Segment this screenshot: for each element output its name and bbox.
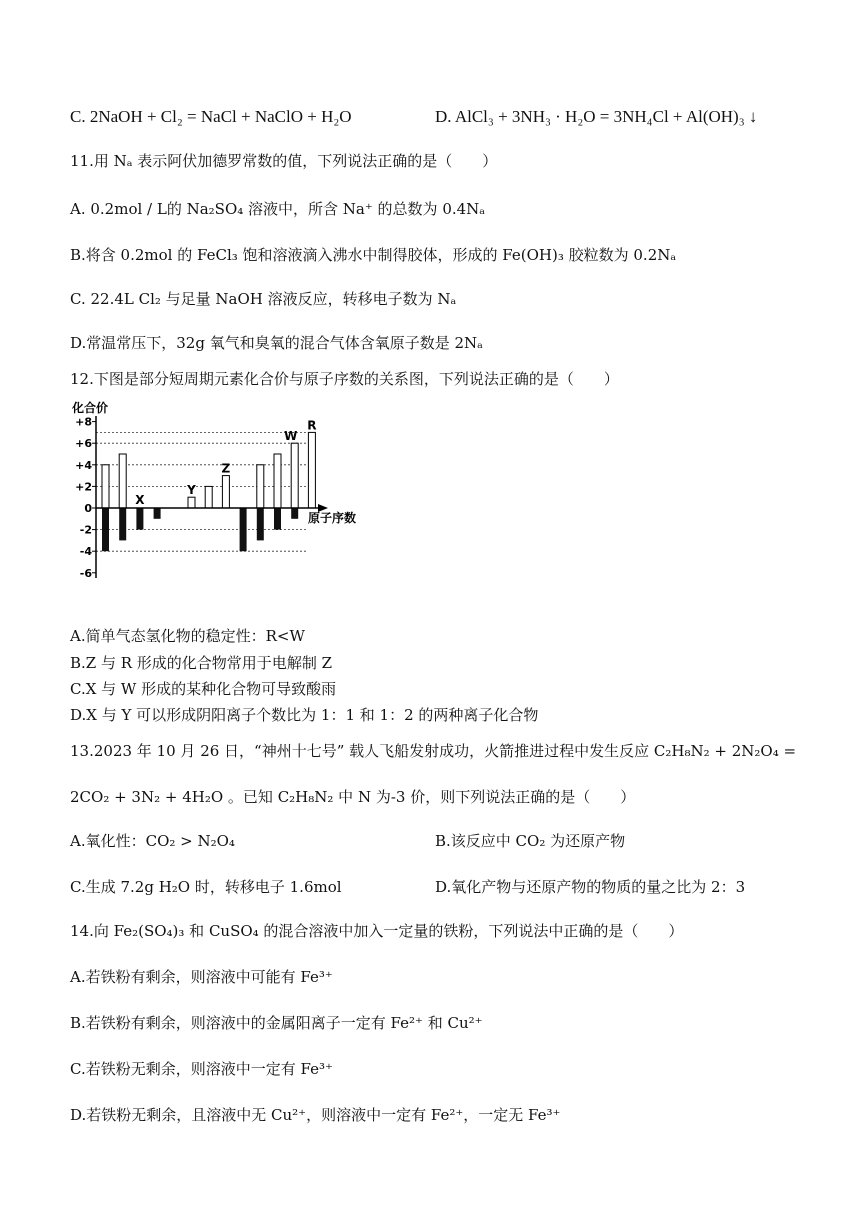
positive-valence-bar — [119, 454, 126, 508]
q11-option-c: C. 22.4L Cl₂ 与足量 NaOH 溶液反应，转移电子数为 Nₐ — [70, 290, 457, 308]
positive-valence-bar — [102, 465, 109, 508]
y-tick-label: -4 — [79, 545, 92, 559]
q14-option-a: A.若铁粉有剩余，则溶液中可能有 Fe³⁺ — [70, 968, 333, 986]
q10-option-d-formula: AlCl₃ + 3NH₃ · H₂O = 3NH₄Cl + Al(OH)₃ ↓ — [454, 107, 758, 126]
chart-xlabel: 原子序数 — [308, 511, 357, 525]
q13-option-c: C.生成 7.2g H₂O 时，转移电子 1.6mol — [70, 878, 342, 896]
q12-option-b: B.Z 与 R 形成的化合物常用于电解制 Z — [70, 654, 333, 672]
q12-stem: 12.下图是部分短周期元素化合价与原子序数的关系图，下列说法正确的是（ ） — [70, 370, 619, 388]
q11-option-b: B.将含 0.2mol 的 FeCl₃ 饱和溶液滴入沸水中制得胶体，形成的 Fe(OH)₃ 胶粒数为 0.2Nₐ — [70, 246, 677, 264]
negative-valence-bar — [291, 508, 298, 519]
y-tick-label: 0 — [84, 502, 92, 515]
negative-valence-bar — [154, 508, 161, 519]
y-tick-label: +2 — [75, 480, 92, 494]
q11-option-d: D.常温常压下，32g 氧气和臭氧的混合气体含氧原子数是 2Nₐ — [70, 334, 483, 352]
y-tick-label: +4 — [75, 458, 92, 472]
q10-option-d-label: D. — [435, 107, 452, 126]
negative-valence-bar — [102, 508, 109, 551]
valence-chart — [66, 400, 357, 588]
negative-valence-bar — [240, 508, 247, 551]
y-tick-label: -2 — [79, 523, 92, 537]
q13-option-a: A.氧化性：CO₂ > N₂O₄ — [70, 832, 235, 850]
q10-option-c — [70, 106, 352, 128]
y-tick-label: -6 — [79, 566, 92, 580]
chart-ylabel: 化合价 — [72, 401, 109, 415]
q13-stem-line2: 2CO₂ + 3N₂ + 4H₂O 。已知 C₂H₈N₂ 中 N 为-3 价，则下列说法正确的是（ ） — [70, 788, 636, 806]
q12-option-d: D.X 与 Y 可以形成阴阳离子个数比为 1：1 和 1：2 的两种离子化合物 — [70, 706, 539, 724]
positive-valence-bar — [308, 432, 315, 508]
q13-option-b: B.该反应中 CO₂ 为还原产物 — [435, 832, 626, 850]
q14-option-b: B.若铁粉有剩余，则溶液中的金属阳离子一定有 Fe²⁺ 和 Cu²⁺ — [70, 1014, 483, 1032]
q14-stem: 14.向 Fe₂(SO₄)₃ 和 CuSO₄ 的混合溶液中加入一定量的铁粉，下列说法中正确的是（ ） — [70, 922, 684, 940]
positive-valence-bar — [205, 486, 212, 508]
positive-valence-bar — [257, 465, 264, 508]
negative-valence-bar — [274, 508, 281, 530]
q13-stem-line1: 13.2023 年 10 月 26 日，“神州十七号” 载人飞船发射成功，火箭推进过程中发生反应 C₂H₈N₂ + 2N₂O₄ = — [70, 742, 797, 760]
y-tick-label: +6 — [75, 437, 92, 451]
q10-option-c-formula: 2NaOH + Cl₂ = NaCl + NaClO + H₂O — [89, 107, 352, 126]
q14-option-d: D.若铁粉无剩余，且溶液中无 Cu²⁺，则溶液中一定有 Fe²⁺，一定无 Fe³⁺ — [70, 1106, 561, 1124]
negative-valence-bar — [136, 508, 143, 530]
q12-option-c: C.X 与 W 形成的某种化合物可导致酸雨 — [70, 680, 337, 698]
positive-valence-bar — [222, 476, 229, 508]
element-label-Z: Z — [221, 461, 231, 476]
positive-valence-bar — [291, 443, 298, 508]
element-label-R: R — [307, 418, 317, 433]
q13-option-d: D.氧化产物与还原产物的物质的量之比为 2：3 — [435, 878, 746, 896]
y-tick-label: +8 — [75, 415, 92, 429]
q11-option-a: A. 0.2mol / L的 Na₂SO₄ 溶液中，所含 Na⁺ 的总数为 0.4Nₐ — [70, 200, 486, 218]
element-label-Y: Y — [187, 483, 196, 498]
element-label-W: W — [284, 429, 298, 444]
q14-option-c: C.若铁粉无剩余，则溶液中一定有 Fe³⁺ — [70, 1060, 333, 1078]
positive-valence-bar — [274, 454, 281, 508]
q12-option-a: A.简单气态氢化物的稳定性：R<W — [70, 627, 305, 645]
q10-option-c-label: C. — [70, 107, 86, 126]
positive-valence-bar — [188, 497, 195, 508]
element-label-X: X — [135, 493, 145, 507]
negative-valence-bar — [119, 508, 126, 540]
negative-valence-bar — [257, 508, 264, 540]
q11-stem: 11.用 Nₐ 表示阿伏加德罗常数的值，下列说法正确的是（ ） — [70, 152, 498, 170]
q10-option-d — [435, 106, 757, 128]
